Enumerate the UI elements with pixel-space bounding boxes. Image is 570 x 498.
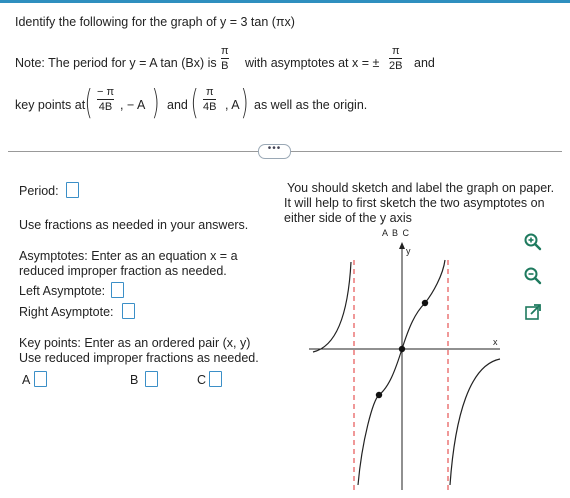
point-a-label: A (22, 373, 31, 387)
right-paren: ) (240, 83, 249, 123)
point-c-input[interactable] (209, 371, 222, 387)
zoom-in-icon[interactable] (523, 232, 543, 252)
neg-pi-numerator: − π (97, 86, 115, 98)
point-c-label: C (197, 373, 207, 387)
note-and: and (414, 56, 435, 70)
period-fraction (221, 45, 229, 72)
keypoints-prefix: key points at (15, 98, 86, 112)
keypoints-instruction: Key points: Enter as an ordered pair (x, y) (19, 336, 251, 350)
2b-denominator: 2B (389, 60, 403, 72)
zoom-out-icon[interactable] (523, 266, 543, 286)
left-asymptote-input[interactable] (111, 282, 124, 298)
key-point-b (399, 346, 405, 352)
period-input[interactable] (66, 182, 79, 198)
graph-instruction: You should sketch and label the graph on paper. (287, 181, 555, 195)
pi-numerator: π (391, 45, 400, 57)
question-prompt: Identify the following for the graph of y = 3 tan (πx) (15, 15, 295, 29)
top-accent-bar (0, 0, 570, 3)
key-point-c (422, 300, 428, 306)
4b-denominator: 4B (203, 101, 217, 113)
graph-instruction-2: It will help to first sketch the two asymptotes on (284, 196, 545, 210)
note-mid: with asymptotes at x = ± (245, 56, 380, 70)
asymptotes-instruction: Asymptotes: Enter as an equation x = a (19, 249, 238, 263)
note-prefix: Note: The period for y = A tan (Bx) is (15, 56, 217, 70)
expand-dots-button[interactable]: ••• (258, 144, 291, 159)
asymptote-fraction (389, 45, 402, 72)
keypoints-and: and (167, 98, 188, 112)
popout-icon[interactable] (523, 302, 543, 322)
asymptotes-instruction-2: reduced improper fraction as needed. (19, 264, 227, 278)
pi-numerator: π (205, 86, 214, 98)
y-axis-arrow (399, 242, 405, 249)
4b-denominator: 4B (98, 101, 113, 113)
fraction-bar (221, 58, 229, 59)
right-asymptote-label: Right Asymptote: (19, 305, 114, 319)
right-asymptote-input[interactable] (122, 303, 135, 319)
a-value: , A (225, 98, 240, 112)
left-paren: ( (84, 83, 93, 123)
keypoints-instruction-2: Use reduced improper fractions as needed. (19, 351, 259, 365)
fractions-hint: Use fractions as needed in your answers. (19, 218, 249, 232)
period-label: Period: (19, 184, 59, 198)
x-axis-label: x (493, 337, 498, 347)
neg-a-value: , − A (120, 98, 146, 112)
point-a-input[interactable] (34, 371, 47, 387)
fraction-bar (203, 99, 216, 100)
point-b-label: B (130, 373, 139, 387)
b-denominator: B (221, 60, 229, 72)
left-asymptote-label: Left Asymptote: (19, 284, 106, 298)
key-point-a (376, 392, 382, 398)
right-branch-curve (450, 359, 500, 485)
left-paren: ( (190, 83, 199, 123)
fraction-bar (389, 58, 402, 59)
right-paren: ) (151, 83, 160, 123)
point-labels: A B C (382, 228, 411, 238)
pi-numerator: π (221, 45, 229, 57)
tangent-graph (305, 235, 505, 490)
neg-keypoint-fraction (97, 86, 114, 113)
graph-instruction-3: either side of the y axis (284, 211, 412, 225)
pos-keypoint-fraction (203, 86, 216, 113)
point-b-input[interactable] (145, 371, 158, 387)
left-branch-curve (313, 262, 351, 352)
fraction-bar (97, 99, 114, 100)
origin-suffix: as well as the origin. (254, 98, 368, 112)
y-axis-label: y (406, 246, 411, 256)
